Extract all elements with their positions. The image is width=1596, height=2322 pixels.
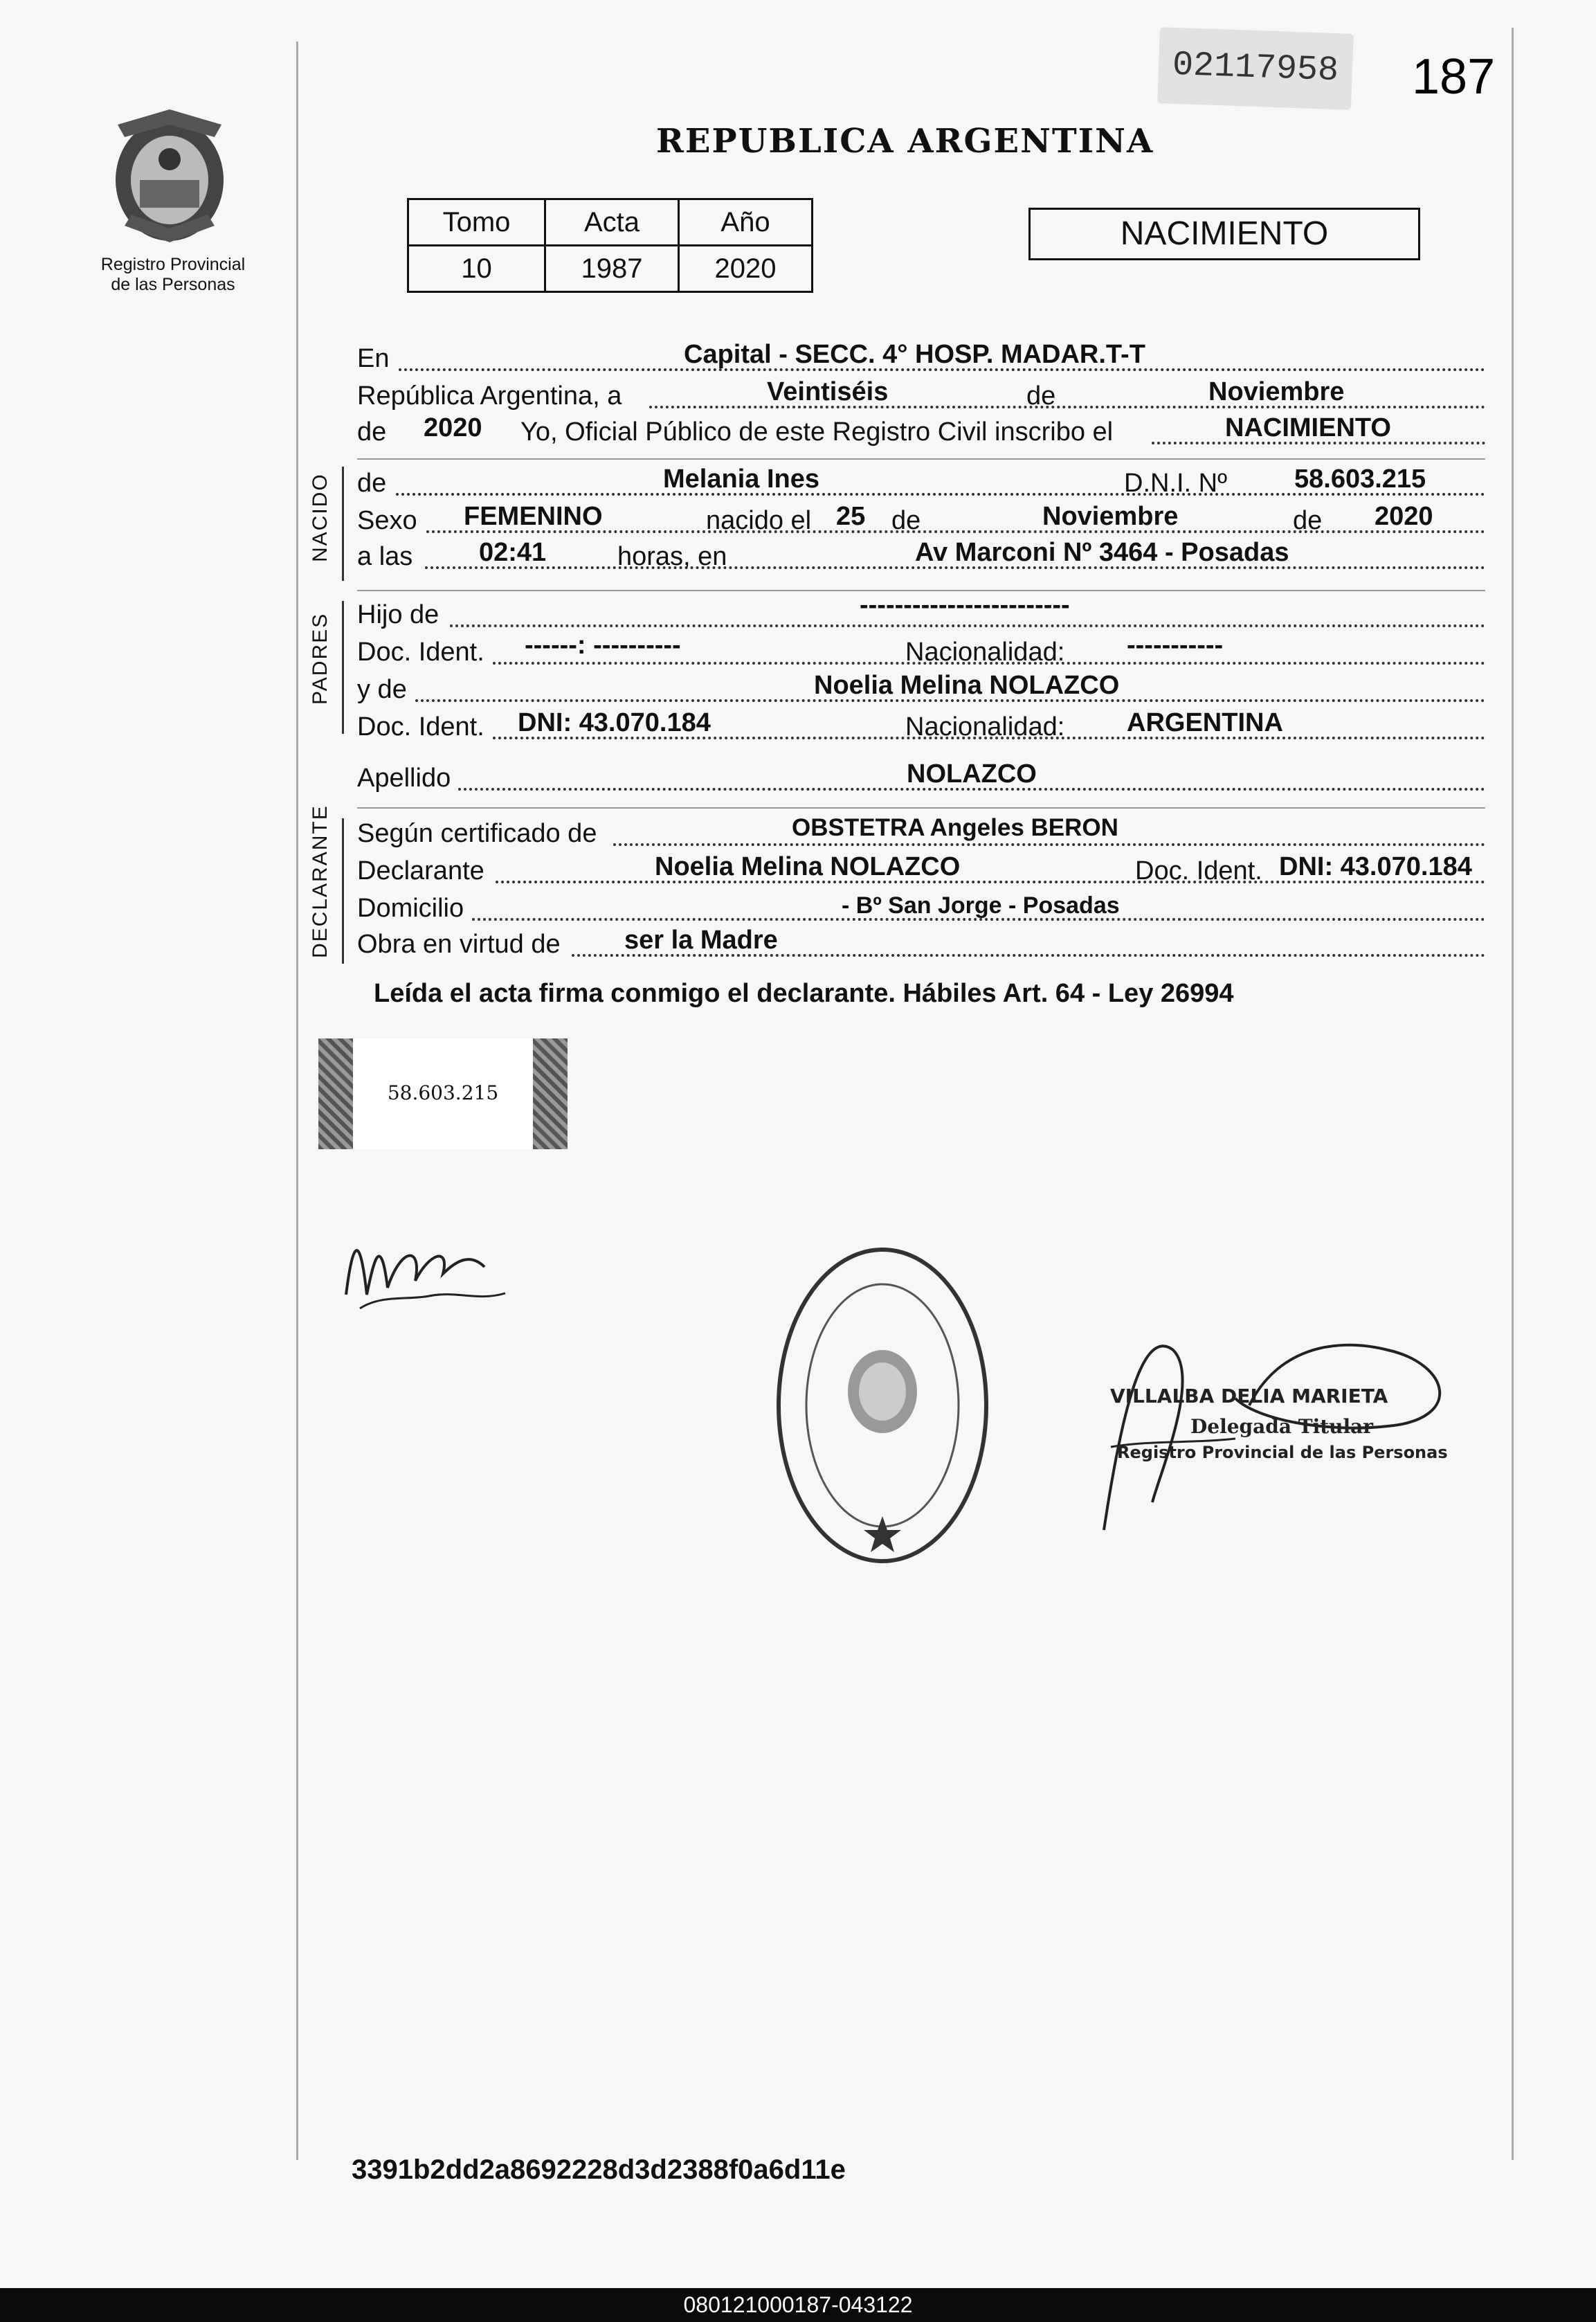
dni-tag-number: 58.603.215	[387, 1081, 499, 1104]
document-hash: 3391b2dd2a8692228d3d2388f0a6d11e	[352, 2154, 846, 2185]
logo-caption-line1: Registro Provincial	[100, 255, 246, 274]
row-hora	[357, 538, 1485, 576]
horas-en-label: horas, en	[617, 542, 727, 571]
nacido-bracket	[342, 467, 344, 581]
row-declarante	[357, 852, 1485, 890]
footer-code: 080121000187-043122	[683, 2292, 913, 2317]
en-value: Capital - SECC. 4° HOSP. MADAR.T-T	[684, 340, 1145, 369]
padre-nacionalidad-value: -----------	[1127, 631, 1224, 660]
official-office: Registro Provincial de las Personas	[1117, 1443, 1448, 1462]
closing-statement: Leída el acta firma conmigo el declarante. Hábiles Art. 64 - Ley 26994	[374, 979, 1234, 1008]
padres-bracket	[342, 601, 344, 734]
right-margin-line	[1512, 28, 1514, 2160]
row-domicilio	[357, 893, 1485, 928]
row-padre-doc	[357, 631, 1485, 672]
row-nombre	[357, 465, 1485, 503]
row-certificado	[357, 814, 1485, 853]
dni-tag	[318, 1038, 568, 1149]
declarante-doc-value: DNI: 43.070.184	[1279, 852, 1472, 881]
republica-label: República Argentina, a	[357, 381, 622, 411]
row-inscripcion	[357, 413, 1485, 451]
de-label: de	[357, 417, 387, 447]
de-label: de	[1293, 506, 1323, 535]
dni-value: 58.603.215	[1294, 465, 1426, 494]
dotted-line	[613, 843, 1485, 846]
y-de-label: y de	[357, 675, 407, 704]
logo-caption	[76, 255, 270, 295]
declarante-bracket	[342, 818, 344, 964]
padre-doc-value: ------: ----------	[525, 631, 681, 660]
inscribo-value: NACIMIENTO	[1225, 413, 1391, 442]
acta-header: Acta	[545, 199, 679, 246]
madre-value: Noelia Melina NOLAZCO	[814, 671, 1120, 700]
serial-stamp: 02117958	[1157, 27, 1354, 110]
nombre-value: Melania Ines	[663, 465, 819, 494]
row-sexo	[357, 502, 1485, 540]
certificado-label: Según certificado de	[357, 819, 597, 848]
lugar-value: Av Marconi Nº 3464 - Posadas	[915, 538, 1289, 567]
doc-ident-label: Doc. Ident.	[1135, 856, 1262, 885]
declarante-section-label: DECLARANTE	[309, 804, 332, 958]
record-type-box: NACIMIENTO	[1028, 208, 1420, 260]
de-label: de	[1026, 381, 1056, 411]
domicilio-label: Domicilio	[357, 894, 464, 923]
obra-value: ser la Madre	[624, 926, 778, 955]
official-stamp	[768, 1239, 997, 1575]
nacionalidad-label: Nacionalidad:	[905, 638, 1065, 667]
sexo-value: FEMENINO	[464, 502, 603, 531]
anio-value: 2020	[1375, 502, 1433, 531]
document-title: REPUBLICA ARGENTINA	[656, 122, 1154, 161]
tomo-value: 10	[408, 246, 545, 292]
row-madre-doc	[357, 708, 1485, 746]
row-en	[357, 340, 1485, 378]
oficial-label: Yo, Oficial Público de este Registro Civil inscribo el	[520, 417, 1114, 447]
row-apellido	[357, 759, 1485, 798]
apellido-value: NOLAZCO	[907, 759, 1037, 789]
anio-header: Año	[679, 199, 813, 246]
madre-nacionalidad-value: ARGENTINA	[1127, 708, 1283, 737]
misiones-coat-of-arms-logo	[104, 104, 235, 249]
nacionalidad-label: Nacionalidad:	[905, 712, 1065, 741]
sexo-label: Sexo	[357, 506, 417, 535]
domicilio-value: - Bº San Jorge - Posadas	[842, 892, 1120, 919]
certificado-value: OBSTETRA Angeles BERON	[792, 814, 1118, 841]
dni-label: D.N.I. Nº	[1124, 469, 1227, 498]
mes-value: Noviembre	[1042, 502, 1179, 531]
logo-caption-line2: de las Personas	[111, 275, 235, 294]
row-fecha	[357, 377, 1485, 415]
separator-line	[357, 807, 1485, 809]
row-madre	[357, 671, 1485, 709]
anio-value: 2020	[679, 246, 813, 292]
padres-section-label: PADRES	[309, 612, 332, 705]
a-las-label: a las	[357, 542, 413, 571]
de-label: de	[357, 469, 387, 498]
apellido-label: Apellido	[357, 764, 451, 793]
official-name: VILLALBA DELIA MARIETA	[1110, 1385, 1388, 1407]
obra-label: Obra en virtud de	[357, 930, 561, 959]
official-role: Delegada Titular	[1190, 1415, 1374, 1438]
declarante-value: Noelia Melina NOLAZCO	[655, 852, 961, 881]
doc-ident-label: Doc. Ident.	[357, 712, 484, 741]
hijo-de-label: Hijo de	[357, 600, 439, 629]
row-hijo-de	[357, 591, 1485, 634]
declarant-signature	[339, 1218, 519, 1319]
nacido-el-label: nacido el	[706, 506, 812, 535]
declarante-label: Declarante	[357, 856, 484, 885]
dia-value: 25	[836, 502, 866, 531]
acta-value: 1987	[545, 246, 679, 292]
tomo-header: Tomo	[408, 199, 545, 246]
separator-line	[357, 458, 1485, 460]
doc-ident-label: Doc. Ident.	[357, 638, 484, 667]
mes-value: Noviembre	[1208, 377, 1345, 406]
de-label: de	[891, 506, 921, 535]
nacido-section-label: NACIDO	[309, 473, 332, 562]
row-obra	[357, 926, 1485, 964]
page-number: 187	[1412, 49, 1496, 105]
en-label: En	[357, 344, 390, 373]
left-margin-line	[296, 42, 298, 2160]
padre-value: ------------------------	[860, 591, 1070, 620]
register-table	[407, 198, 813, 293]
hora-value: 02:41	[479, 538, 547, 567]
madre-doc-value: DNI: 43.070.184	[518, 708, 711, 737]
dotted-line	[450, 624, 1485, 627]
dia-letras-value: Veintiséis	[767, 377, 889, 406]
anio-letras-value: 2020	[424, 413, 482, 442]
